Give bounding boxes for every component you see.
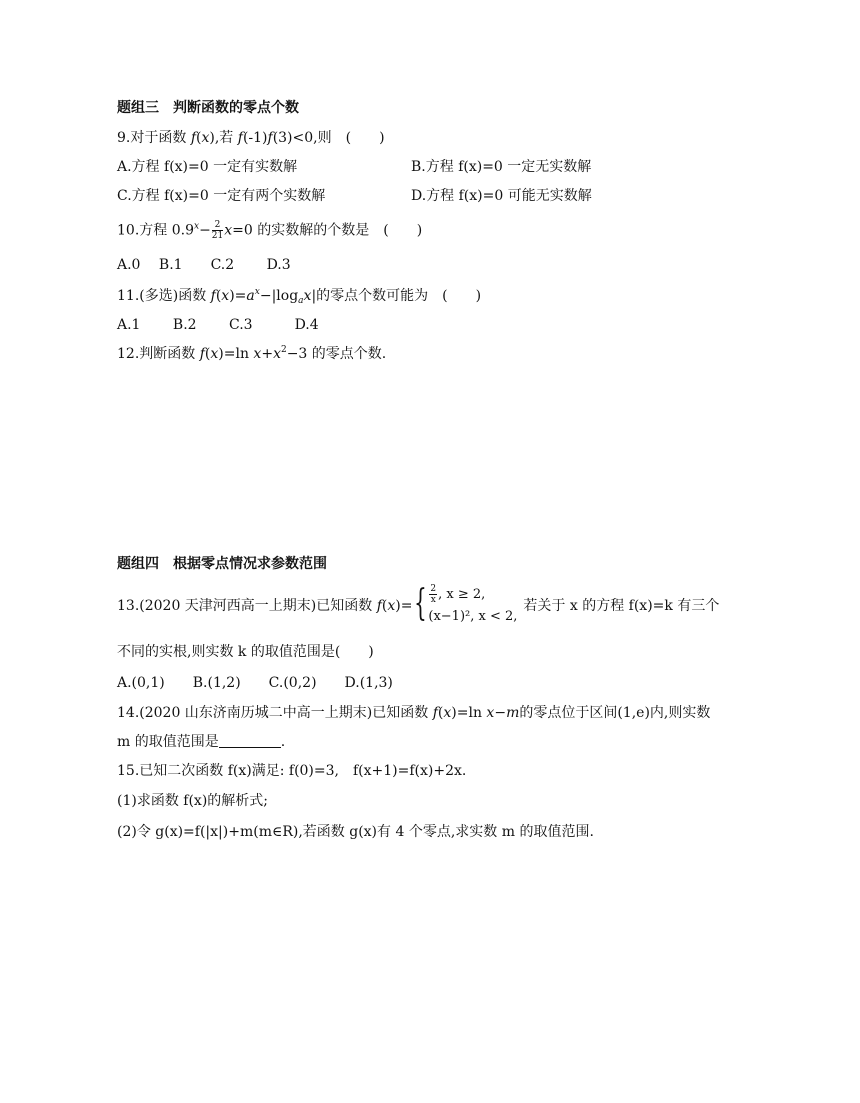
question-11-stem: 11.(多选)函数 $f(x)=a^x-|\log_ax|$的零点个数可能为 ( ) [117, 287, 482, 306]
group4-heading: 题组四 根据零点情况求参数范围 [117, 556, 327, 572]
question-9-stem: 9.对于函数 f(x),若 f(-1)f(3)<0,则 ( ) [117, 130, 385, 146]
question-9-option-a: A.方程 f(x)=0 一定有实数解 [117, 159, 298, 175]
question-14-stem: 14.(2020 山东济南历城二中高一上期末)已知函数 f(x)=ln x−m的零点位于区间(1,e)内,则实数 [117, 705, 711, 721]
fraction-2-over-21: $\frac{2}{21}$ [211, 220, 224, 241]
question-9-option-c: C.方程 f(x)=0 一定有两个实数解 [117, 188, 326, 204]
question-15-part-2: (2)令 g(x)=f(|x|)+m(m∈R),若函数 g(x)有 4 个零点,求实数 m 的取值范围. [117, 824, 594, 840]
question-13-stem-continued: 不同的实根,则实数 k 的取值范围是( ) [117, 644, 374, 660]
question-15-stem: 15.已知二次函数 f(x)满足: f(0)=3, f(x+1)=f(x)+2x. [117, 763, 467, 779]
question-10-stem: 10.方程 $0.9^x-$ $\frac{2}{21}$ x=0 的实数解的个数是 ( ) [117, 220, 423, 241]
question-15-part-1: (1)求函数 f(x)的解析式; [117, 793, 268, 809]
question-10-options: A.0 B.1 C.2 D.3 [117, 257, 291, 273]
question-14-stem-continued: m 的取值范围是 . [117, 734, 286, 750]
question-13-stem: 13.(2020 天津河西高一上期末)已知函数 f(x)={ $\frac{2}{x}$ , x ≥ 2, (x−1)², x < 2, 若关于 x 的方程 f(x)=k 有三个 [117, 584, 719, 628]
piecewise-cases: $\frac{2}{x}$ , x ≥ 2, (x−1)², x < 2, [428, 584, 518, 624]
group3-heading: 题组三 判断函数的零点个数 [117, 100, 299, 116]
question-9-option-d: D.方程 f(x)=0 可能无实数解 [411, 188, 592, 204]
piecewise-brace: { [414, 583, 428, 624]
question-12-stem: 12.判断函数 f(x)=ln $x+x^2-3$ 的零点个数. [117, 345, 387, 362]
question-13-options: A.(0,1) B.(1,2) C.(0,2) D.(1,3) [117, 675, 393, 691]
question-11-options: A.1 B.2 C.3 D.4 [117, 317, 319, 333]
question-9-option-b: B.方程 f(x)=0 一定无实数解 [411, 159, 592, 175]
answer-blank[interactable] [219, 733, 281, 748]
